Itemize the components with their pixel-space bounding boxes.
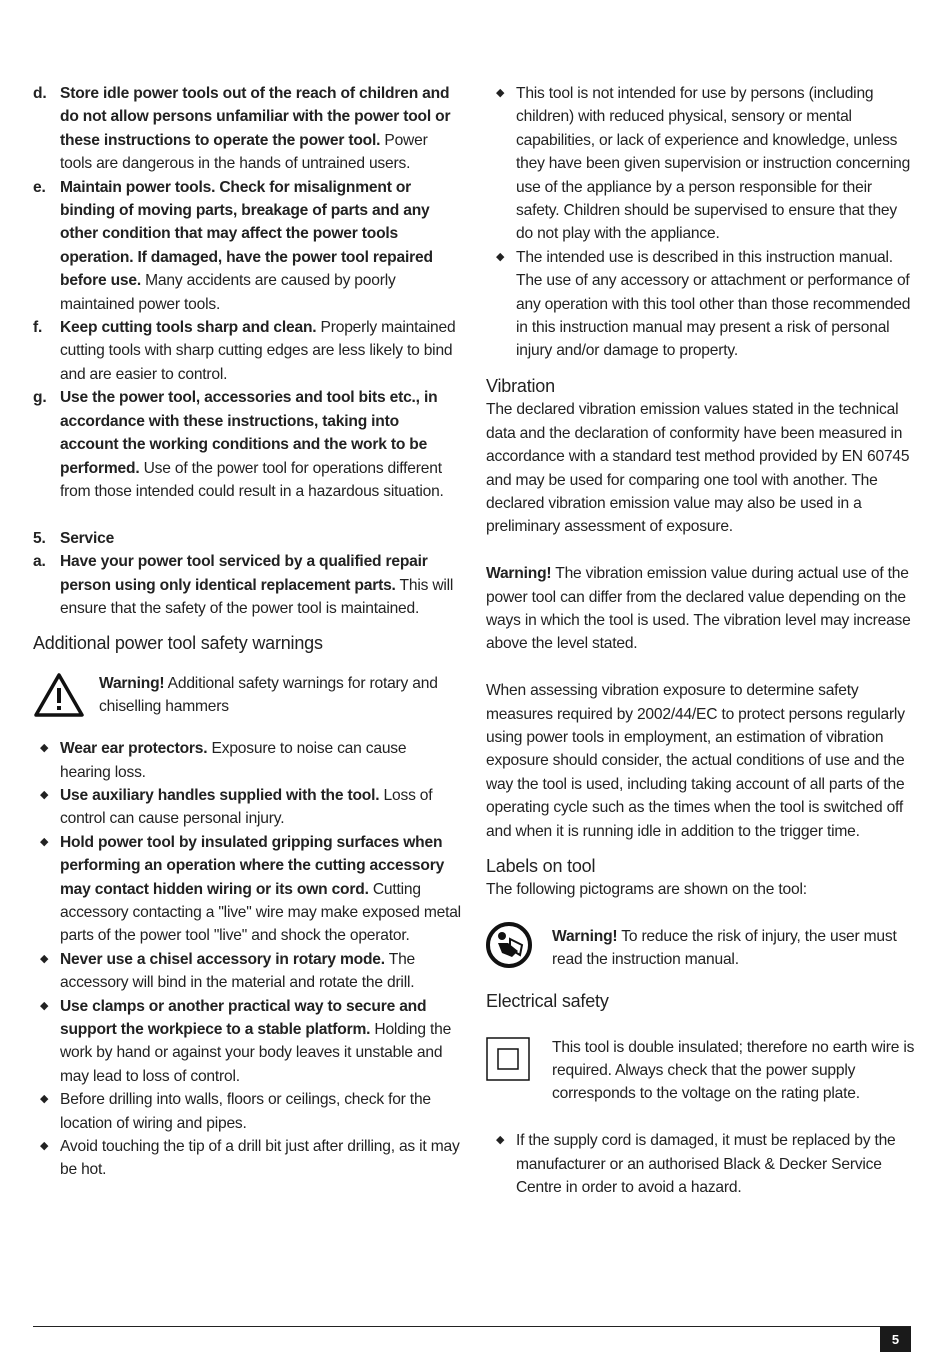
item-bold: Hold power tool by insulated gripping surfaces when performing an operation where the cutting accessory may contact hidden wiring or its own cord. [60,833,445,898]
warning-block [33,672,461,725]
vibration-paragraph: The declared vibration emission values stated in the technical data and the declaration of conformity have been measured in accordance with a standard test method provided by EN 60745 and may be used for comparing one tool with another. The declared vibration emission value may also be used in a preliminary assessment of exposure. [486,401,910,536]
page-number: 5 [880,1327,911,1352]
warning-text: To reduce the risk of injury, the user must read the instruction manual. [552,927,897,969]
list-marker: d. [33,85,47,102]
warning-triangle-icon [33,672,99,725]
list-item [33,737,461,784]
list-item [33,831,461,948]
list-item [486,246,916,363]
section-number: 5. [33,529,46,547]
item-bold: Have your power tool serviced by a qualified repair person using only identical replacement parts. [60,553,428,594]
list-marker: a. [33,553,46,571]
list-item [33,995,461,1089]
item-bold: Maintain power tools. Check for misalignment or binding of moving parts, breakage of parts and any other condition that may affect the power tools operation. If damaged, have the power tool repaired before use. [60,178,433,290]
warning-text: Additional safety warnings for rotary and chiselling hammers [99,674,438,716]
diamond-bullet-icon: ◆ [40,742,49,755]
list-item-f [33,316,461,386]
list-item [33,1088,461,1135]
diamond-bullet-icon: ◆ [496,1134,505,1147]
item-text: If the supply cord is damaged, it must be replaced by the manufacturer or an authorised Black & Decker Service Centre in order to avoid a hazard. [516,1132,896,1197]
item-bold: Use the power tool, accessories and tool bits etc., in accordance with these instructions, taking into account the working conditions and the work to be performed. [60,389,438,477]
warning-label: Warning! [486,565,552,583]
right-column [486,82,916,1199]
heading-additional-warnings: Additional power tool safety warnings [33,633,323,654]
item-text: The intended use is described in this instruction manual. The use of any accessory or attachment or performance of any operation with this tool other than those recommended in this instruction manual may present a risk of personal injury and/or damage to property. [516,248,911,360]
electrical-text: This tool is double insulated; therefore no earth wire is required. Always check that the power supply corresponds to the voltage on the rating plate. [552,1038,915,1103]
electrical-block [486,1036,916,1106]
warning-label: Warning! [552,927,618,945]
diamond-bullet-icon: ◆ [40,788,49,801]
vibration-warning [486,562,916,656]
item-text: The accessory will bind in the material and rotate the drill. [60,950,416,992]
list-item-d [33,82,461,176]
item-text: Cutting accessory contacting a "live" wire may make exposed metal parts of the power tool "live" and shock the operator. [60,880,461,945]
section-title: Service [60,529,115,547]
labels-warning-block [486,925,916,978]
list-item [486,1129,916,1199]
diamond-bullet-icon: ◆ [40,952,49,965]
item-text: Exposure to noise can cause hearing loss. [60,740,407,781]
footer-rule [33,1326,911,1327]
diamond-bullet-icon: ◆ [40,835,49,848]
list-item-e [33,176,461,316]
item-bold: Wear ear protectors. [60,740,208,758]
heading-electrical: Electrical safety [486,991,609,1012]
item-bold: Keep cutting tools sharp and clean. [60,319,317,337]
diamond-bullet-icon: ◆ [40,1140,49,1153]
list-marker: g. [33,389,47,407]
double-insulated-icon [486,1036,552,1090]
item-bold: Use clamps or another practical way to secure and support the workpiece to a stable platform. [60,997,427,1039]
list-item [33,948,461,995]
item-text: This tool is not intended for use by persons (including children) with reduced physical, sensory or mental capabilities, or lack of experience and knowledge, unless they have been given supervision or instruction concerning use of the appliance by a person responsible for their safety. Children should be supervised to ensure that they do not play with the appliance. [516,85,911,243]
item-bold: Never use a chisel accessory in rotary mode. [60,950,385,968]
vibration-paragraph: When assessing vibration exposure to determine safety measures required by 2002/44/EC to protect persons regularly using power tools in employment, an estimation of vibration exposure should consider, the actual conditions of use and the way the tool is used, including taking account of all parts of the operating cycle such as the times when the tool is switched off and when it is running idle in addition to the trigger time. [486,682,905,840]
list-item [33,784,461,831]
item-text: Avoid touching the tip of a drill bit just after drilling, as it may be hot. [60,1138,460,1179]
item-text: Before drilling into walls, floors or ceilings, check for the location of wiring and pipes. [60,1091,431,1132]
read-manual-icon [486,925,552,978]
diamond-bullet-icon: ◆ [496,250,505,263]
item-text: Many accidents are caused by poorly maintained power tools. [60,272,396,313]
item-text: Power tools are dangerous in the hands of untrained users. [60,131,428,173]
item-text: Use of the power tool for operations different from those intended could result in a hazardous situation. [60,459,444,500]
diamond-bullet-icon: ◆ [40,1093,49,1106]
item-bold: Store idle power tools out of the reach of children and do not allow persons unfamiliar with the power tool or these instructions to operate the power tool. [60,85,451,149]
item-text: Holding the work by hand or against your body leaves it unstable and may lead to loss of control. [60,1021,452,1085]
item-bold: Use auxiliary handles supplied with the tool. [60,786,380,804]
heading-labels: Labels on tool [486,855,596,876]
list-marker: e. [33,178,46,196]
left-column [33,82,461,1182]
list-marker: f. [33,319,43,337]
warning-text: The vibration emission value during actual use of the power tool can differ from the declared value depending on the ways in which the tool is used. The vibration level may increase above the level stated. [486,565,911,653]
diamond-bullet-icon: ◆ [40,999,49,1012]
item-text: This will ensure that the safety of the power tool is maintained. [60,576,454,617]
item-text: Properly maintained cutting tools with sharp cutting edges are less likely to bind and are easier to control. [60,319,456,383]
list-item [486,82,916,246]
diamond-bullet-icon: ◆ [496,87,505,99]
list-item-g [33,386,461,503]
list-item-a [33,550,461,620]
section-service [33,527,461,550]
warning-label: Warning! [99,674,165,692]
bullet-list [33,737,461,1182]
item-text: Loss of control can cause personal injury. [60,786,433,828]
list-item [33,1135,461,1182]
labels-intro: The following pictograms are shown on the tool: [486,881,807,899]
heading-vibration: Vibration [486,375,555,396]
